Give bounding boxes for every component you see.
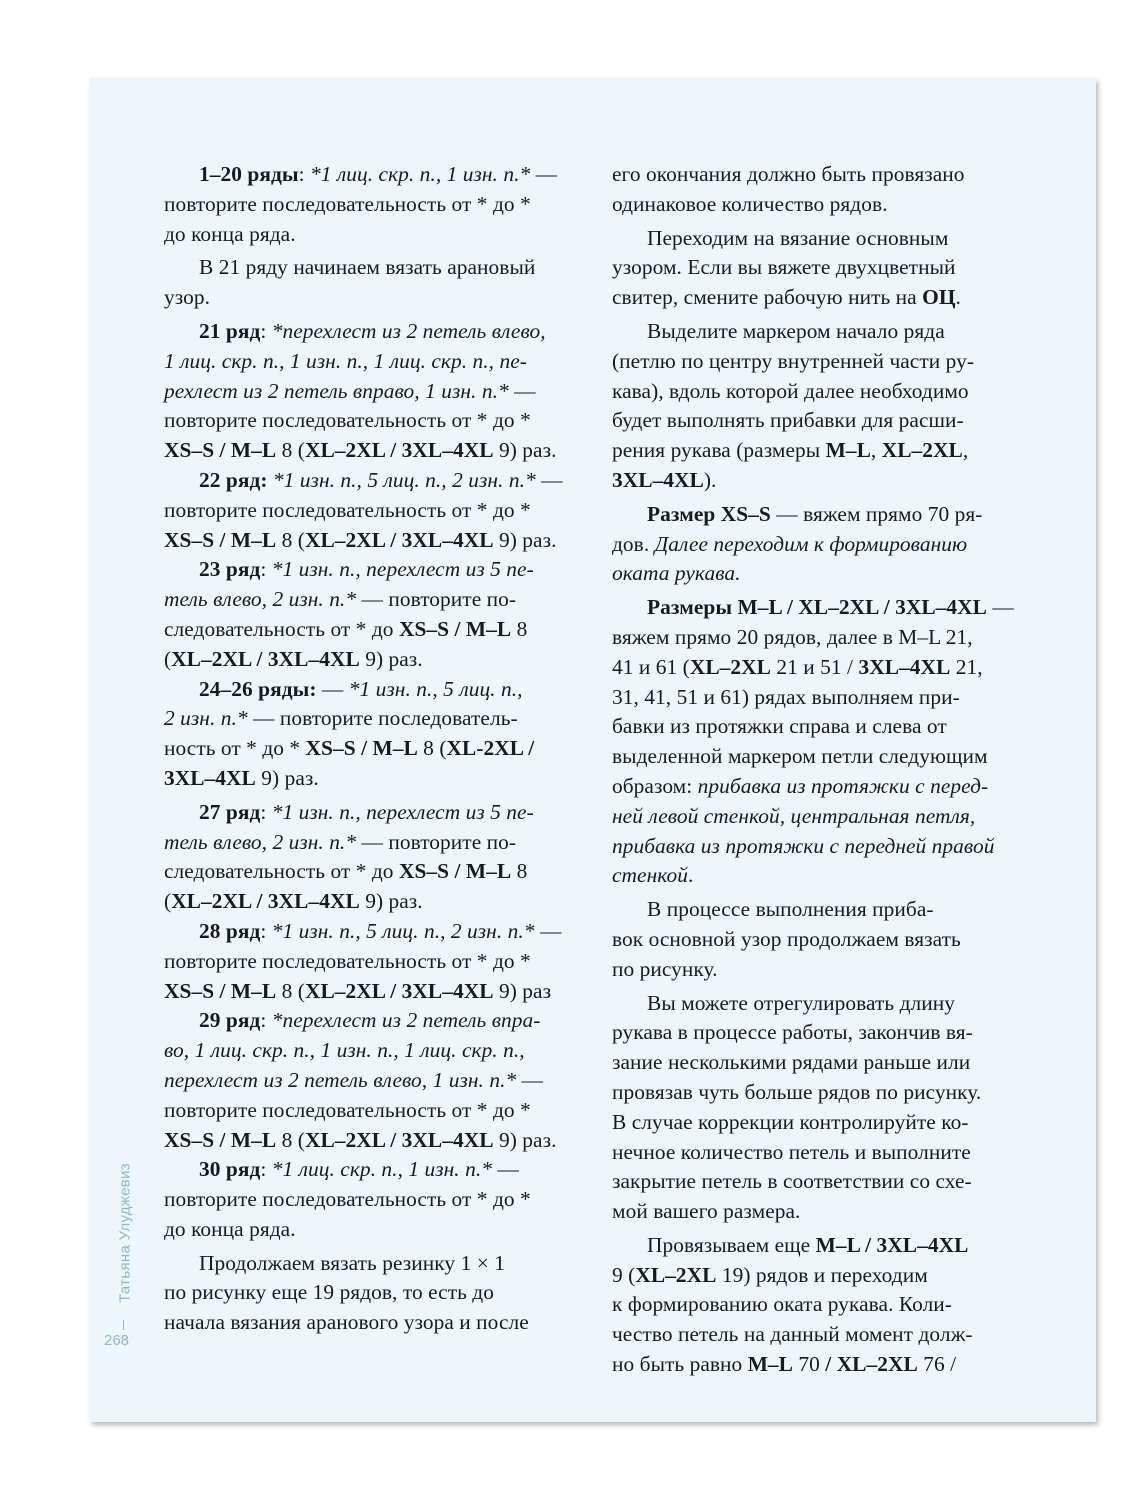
text-line [612, 1048, 1032, 1078]
text-run: 9) раз. [493, 438, 557, 463]
text-run: — повторите последователь- [247, 706, 518, 731]
text-line [612, 1320, 1032, 1350]
text-line [164, 526, 576, 556]
text-run: чество петель на данный момент долж- [612, 1322, 973, 1347]
text-line [612, 377, 1032, 407]
bold-run: XS–S / M–L [164, 527, 277, 552]
text-run: до конца ряда. [164, 1216, 296, 1241]
text-run: по рисунку еще 19 рядов, то есть до [164, 1280, 494, 1305]
text-run: 19) рядов и переходим [716, 1262, 928, 1287]
bold-run: 30 ряд [199, 1157, 261, 1182]
text-line [612, 925, 1032, 955]
text-line [612, 895, 1032, 925]
italic-run: *1 изн. п., 5 лиц. п., [348, 676, 523, 701]
text-run: свитер, смените рабочую нить на [612, 285, 923, 310]
text-line [612, 283, 1032, 313]
text-line [612, 832, 1032, 862]
italic-run: 2 изн. п.* [164, 706, 248, 731]
bold-run: / XL–2XL [825, 1352, 918, 1377]
text-run: закрытие петель в соответствии со схе- [612, 1169, 972, 1194]
italic-run: тель влево, 2 изн. п.* [164, 829, 357, 854]
text-run: узором. Если вы вяжете двухцветный [612, 255, 956, 280]
text-line [164, 947, 576, 977]
text-line [612, 683, 1032, 713]
bold-run: 22 ряд: [199, 467, 268, 492]
text-line [164, 887, 576, 917]
italic-run: тель влево, 2 изн. п.* [164, 587, 357, 612]
text-line [164, 377, 576, 407]
text-line [164, 704, 576, 734]
italic-run: оката рукава. [612, 561, 741, 586]
bold-run: XL–2XL / 3XL–4XL [304, 527, 494, 552]
bold-run: XS–S / M–L [398, 616, 512, 641]
text-line [164, 1215, 576, 1245]
text-line [164, 555, 576, 585]
italic-run: прибавка из протяжки с передней правой [612, 833, 995, 858]
text-line [164, 1308, 576, 1338]
text-line [164, 347, 576, 377]
text-line [164, 160, 576, 190]
text-line [612, 802, 1032, 832]
bold-run: XL–2XL [635, 1262, 717, 1287]
text-run: : [260, 318, 272, 343]
text-line [164, 220, 576, 250]
sidebar-divider [123, 1320, 124, 1330]
text-run: образом: [612, 773, 698, 798]
text-run: 9) раз. [359, 646, 423, 671]
italic-run: *1 изн. п., 5 лиц. п., 2 изн. п.* [272, 467, 536, 492]
text-line [164, 828, 576, 858]
italic-run: *1 изн. п., перехлест из 5 пе- [271, 799, 534, 824]
text-line [164, 917, 576, 947]
bold-run: ОЦ [922, 285, 956, 310]
text-line [612, 347, 1032, 377]
text-line [612, 712, 1032, 742]
text-run: Провязываем еще [647, 1232, 816, 1257]
text-line [612, 190, 1032, 220]
text-line [612, 500, 1032, 530]
text-run: — повторите по- [356, 587, 517, 612]
text-run: 41 и 61 ( [612, 654, 690, 679]
bold-run: XL–2XL / 3XL–4XL [304, 1127, 494, 1152]
text-line [612, 1350, 1032, 1380]
text-line [164, 190, 576, 220]
bold-run: 23 ряд [199, 557, 261, 582]
text-line [612, 224, 1032, 254]
bold-run: 21 ряд [199, 318, 261, 343]
text-line [612, 1231, 1032, 1261]
bold-run: XL–2XL [881, 438, 963, 463]
text-line [164, 585, 576, 615]
text-line [612, 253, 1032, 283]
text-run: дов. [612, 531, 655, 556]
text-line [164, 977, 576, 1007]
text-line [612, 160, 1032, 190]
text-run: 8 ( [276, 1127, 305, 1152]
text-run: 8 ( [276, 978, 305, 1003]
text-run: но быть равно [612, 1352, 748, 1377]
text-run: 31, 41, 51 и 61) рядах выполняем при- [612, 684, 960, 709]
text-column-right [612, 160, 1032, 1380]
text-run: В процессе выполнения приба- [647, 897, 934, 922]
italic-run: рехлест из 2 петель вправо, 1 изн. п.* [164, 378, 509, 403]
bold-run: 24–26 ряды: [199, 676, 317, 701]
text-run: ность от * до * [164, 736, 306, 761]
italic-run: *перехлест из 2 петель влево, [271, 318, 546, 343]
italic-run: Далее переходим к формированию [654, 531, 968, 556]
text-run: : [260, 557, 272, 582]
text-run: 8 ( [417, 736, 447, 761]
bold-run: XL–2XL / 3XL–4XL [304, 978, 494, 1003]
text-run: ( [164, 889, 172, 914]
bold-run: 1–20 ряды [199, 162, 299, 186]
text-run: 8 ( [276, 438, 305, 463]
text-run: 9) раз. [359, 889, 423, 914]
text-run: к формированию оката рукава. Коли- [612, 1292, 952, 1317]
bold-run: XL–2XL [689, 654, 771, 679]
text-run: повторите последовательность от * до * [164, 948, 531, 973]
author-running-head [112, 1148, 138, 1318]
italic-run: 1 лиц. скр. п., 1 изн. п., 1 лиц. скр. п., пе- [164, 348, 527, 373]
italic-run: *1 изн. п., 5 лиц. п., 2 изн. п.* [271, 918, 535, 943]
text-line [612, 1197, 1032, 1227]
text-line [612, 861, 1032, 891]
text-line [164, 1066, 576, 1096]
bold-run: M–L / 3XL–4XL [815, 1232, 969, 1257]
text-run: 8 ( [276, 527, 305, 552]
text-run: 21, [950, 654, 983, 679]
italic-run: ней левой стенкой, центральная петля, [612, 803, 976, 828]
text-run: повторите последовательность от * до * [164, 408, 531, 433]
text-line [612, 593, 1032, 623]
text-run: ( [164, 646, 172, 671]
text-line [164, 1249, 576, 1279]
text-run: Вы можете отрегулировать длину [647, 990, 955, 1015]
text-line [612, 1078, 1032, 1108]
bold-run: XS–S / M–L [164, 438, 277, 463]
text-run: 8 [511, 859, 528, 884]
italic-run: во, 1 лиц. скр. п., 1 изн. п., 1 лиц. скр. п., [164, 1038, 525, 1063]
text-run: повторите последовательность от * до * [164, 191, 531, 216]
page-number: 268 [104, 1332, 130, 1349]
bold-run: 3XL–4XL [858, 654, 951, 679]
text-run: рукава в процессе работы, закончив вя- [612, 1020, 973, 1045]
bold-run: XS–S / M–L [398, 859, 512, 884]
text-run: : [260, 1157, 272, 1182]
text-run: — [986, 595, 1014, 620]
text-line [164, 1185, 576, 1215]
bold-run: XL–2XL / 3XL–4XL [171, 646, 360, 671]
text-run: : [260, 1008, 272, 1033]
text-run: 76 / [917, 1352, 957, 1377]
text-run: ). [703, 467, 717, 492]
text-line [164, 496, 576, 526]
text-run: 21 и 51 / [770, 654, 859, 679]
text-run: 8 [511, 616, 528, 641]
text-run: следовательность от * до [164, 859, 399, 884]
text-run: узор. [164, 285, 211, 310]
text-run: — [530, 162, 558, 186]
text-run: . [955, 285, 961, 310]
text-run: вяжем прямо 20 рядов, далее в M–L 21, [612, 624, 973, 649]
text-line [164, 675, 576, 705]
text-run: : [260, 918, 272, 943]
text-line [612, 653, 1032, 683]
text-line [164, 1036, 576, 1066]
text-column-left [164, 160, 576, 1338]
text-run: — [534, 918, 562, 943]
italic-run: *перехлест из 2 петель впра- [271, 1008, 541, 1033]
text-line [612, 742, 1032, 772]
text-run: по рисунку. [612, 956, 718, 981]
text-line [164, 283, 576, 313]
text-run: . [687, 863, 694, 888]
text-run: (петлю по центру внутренней части ру- [612, 348, 975, 373]
bold-run: 28 ряд [199, 918, 261, 943]
text-run: выделенной маркером петли следующим [612, 744, 988, 769]
text-run: повторите последовательность от * до * [164, 497, 531, 522]
bold-run: 27 ряд [199, 799, 261, 824]
text-run: нечное количество петель и выполните [612, 1139, 971, 1164]
text-run: , [962, 438, 969, 463]
text-line [612, 1018, 1032, 1048]
italic-run: *1 лиц. скр. п., 1 изн. п.* [309, 162, 531, 186]
text-line [164, 317, 576, 347]
bold-run: M–L [825, 438, 871, 463]
bold-run: 3XL–4XL [612, 467, 704, 492]
text-run: Переходим на вязание основным [647, 225, 949, 250]
text-run: 9) раз. [493, 1127, 557, 1152]
bold-run: XS–S / M–L [305, 736, 418, 761]
text-run: его окончания должно быть провязано [612, 162, 965, 186]
text-run: 70 [793, 1352, 826, 1377]
text-line [164, 1126, 576, 1156]
text-line [164, 253, 576, 283]
bold-run: M–L [747, 1352, 793, 1377]
bold-run: XS–S / M–L [164, 1127, 277, 1152]
text-line [612, 406, 1032, 436]
text-line [612, 772, 1032, 802]
text-line [612, 530, 1032, 560]
text-line [164, 1278, 576, 1308]
bold-run: Размер XS–S [647, 501, 771, 526]
text-line [612, 1108, 1032, 1138]
bold-run: XL–2XL / 3XL–4XL [304, 438, 494, 463]
text-line [612, 1290, 1032, 1320]
author-name: Татьяна Улуджевиз [116, 1163, 134, 1303]
text-line [612, 559, 1032, 589]
text-line [164, 1155, 576, 1185]
text-line [164, 615, 576, 645]
text-run: , [870, 438, 882, 463]
text-run: — [316, 676, 349, 701]
text-line [612, 317, 1032, 347]
italic-run: стенкой [612, 863, 688, 888]
text-line [164, 764, 576, 794]
text-line [164, 436, 576, 466]
text-line [612, 989, 1032, 1019]
text-run: 9) раз. [255, 765, 319, 790]
text-run: — [492, 1157, 519, 1182]
text-run: — вяжем прямо 70 ря- [770, 501, 983, 526]
text-line [612, 955, 1032, 985]
text-run: : [298, 162, 310, 186]
text-run: — повторите по- [356, 829, 517, 854]
text-line [612, 466, 1032, 496]
text-run: бавки из протяжки справа и слева от [612, 714, 947, 739]
text-run: провязав чуть больше рядов по рисунку. [612, 1079, 982, 1104]
bold-run: XL–2XL / 3XL–4XL [171, 889, 360, 914]
text-run: будет выполнять прибавки для расши- [612, 408, 964, 433]
text-line [164, 857, 576, 887]
bold-run: XS–S / M–L [164, 978, 277, 1003]
text-run: В случае коррекции контролируйте ко- [612, 1109, 969, 1134]
italic-run: перехлест из 2 петель влево, 1 изн. п.* [164, 1067, 517, 1092]
text-line [612, 1138, 1032, 1168]
text-line [164, 406, 576, 436]
bold-run: XL-2XL / [446, 736, 535, 761]
text-run: кава), вдоль которой далее необходимо [612, 378, 969, 403]
italic-run: прибавка из протяжки с перед- [697, 773, 989, 798]
text-line [164, 645, 576, 675]
text-run: рения рукава (размеры [612, 438, 826, 463]
italic-run: *1 изн. п., перехлест из 5 пе- [271, 557, 534, 582]
text-run: мой вашего размера. [612, 1199, 801, 1224]
text-run: : [260, 799, 272, 824]
text-run: повторите последовательность от * до * [164, 1187, 531, 1212]
text-run: одинаковое количество рядов. [612, 191, 888, 216]
bold-run: 29 ряд [199, 1008, 261, 1033]
text-line [612, 436, 1032, 466]
text-run: — [535, 467, 563, 492]
text-line [612, 1261, 1032, 1291]
bold-run: 3XL–4XL [164, 765, 256, 790]
text-run: до конца ряда. [164, 221, 296, 246]
text-line [164, 1006, 576, 1036]
text-line [164, 798, 576, 828]
text-run: следовательность от * до [164, 616, 399, 641]
text-run: — [516, 1067, 544, 1092]
text-run: Продолжаем вязать резинку 1 × 1 [199, 1250, 505, 1275]
text-run: 9) раз. [493, 527, 557, 552]
text-line [164, 466, 576, 496]
text-run: 9) раз [493, 978, 552, 1003]
text-run: В 21 ряду начинаем вязать арановый [199, 255, 536, 280]
text-run: 9 ( [612, 1262, 636, 1287]
text-line [164, 734, 576, 764]
text-line [612, 623, 1032, 653]
text-line [612, 1167, 1032, 1197]
text-run: зание несколькими рядами раньше или [612, 1050, 971, 1075]
text-run: Выделите маркером начало ряда [647, 318, 945, 343]
text-run: повторите последовательность от * до * [164, 1097, 531, 1122]
italic-run: *1 лиц. скр. п., 1 изн. п.* [271, 1157, 492, 1182]
text-run: — [508, 378, 536, 403]
text-line [164, 1096, 576, 1126]
text-run: начала вязания аранового узора и после [164, 1310, 529, 1335]
text-run: вок основной узор продолжаем вязать [612, 926, 961, 951]
bold-run: Размеры M–L / XL–2XL / 3XL–4XL [647, 595, 987, 620]
